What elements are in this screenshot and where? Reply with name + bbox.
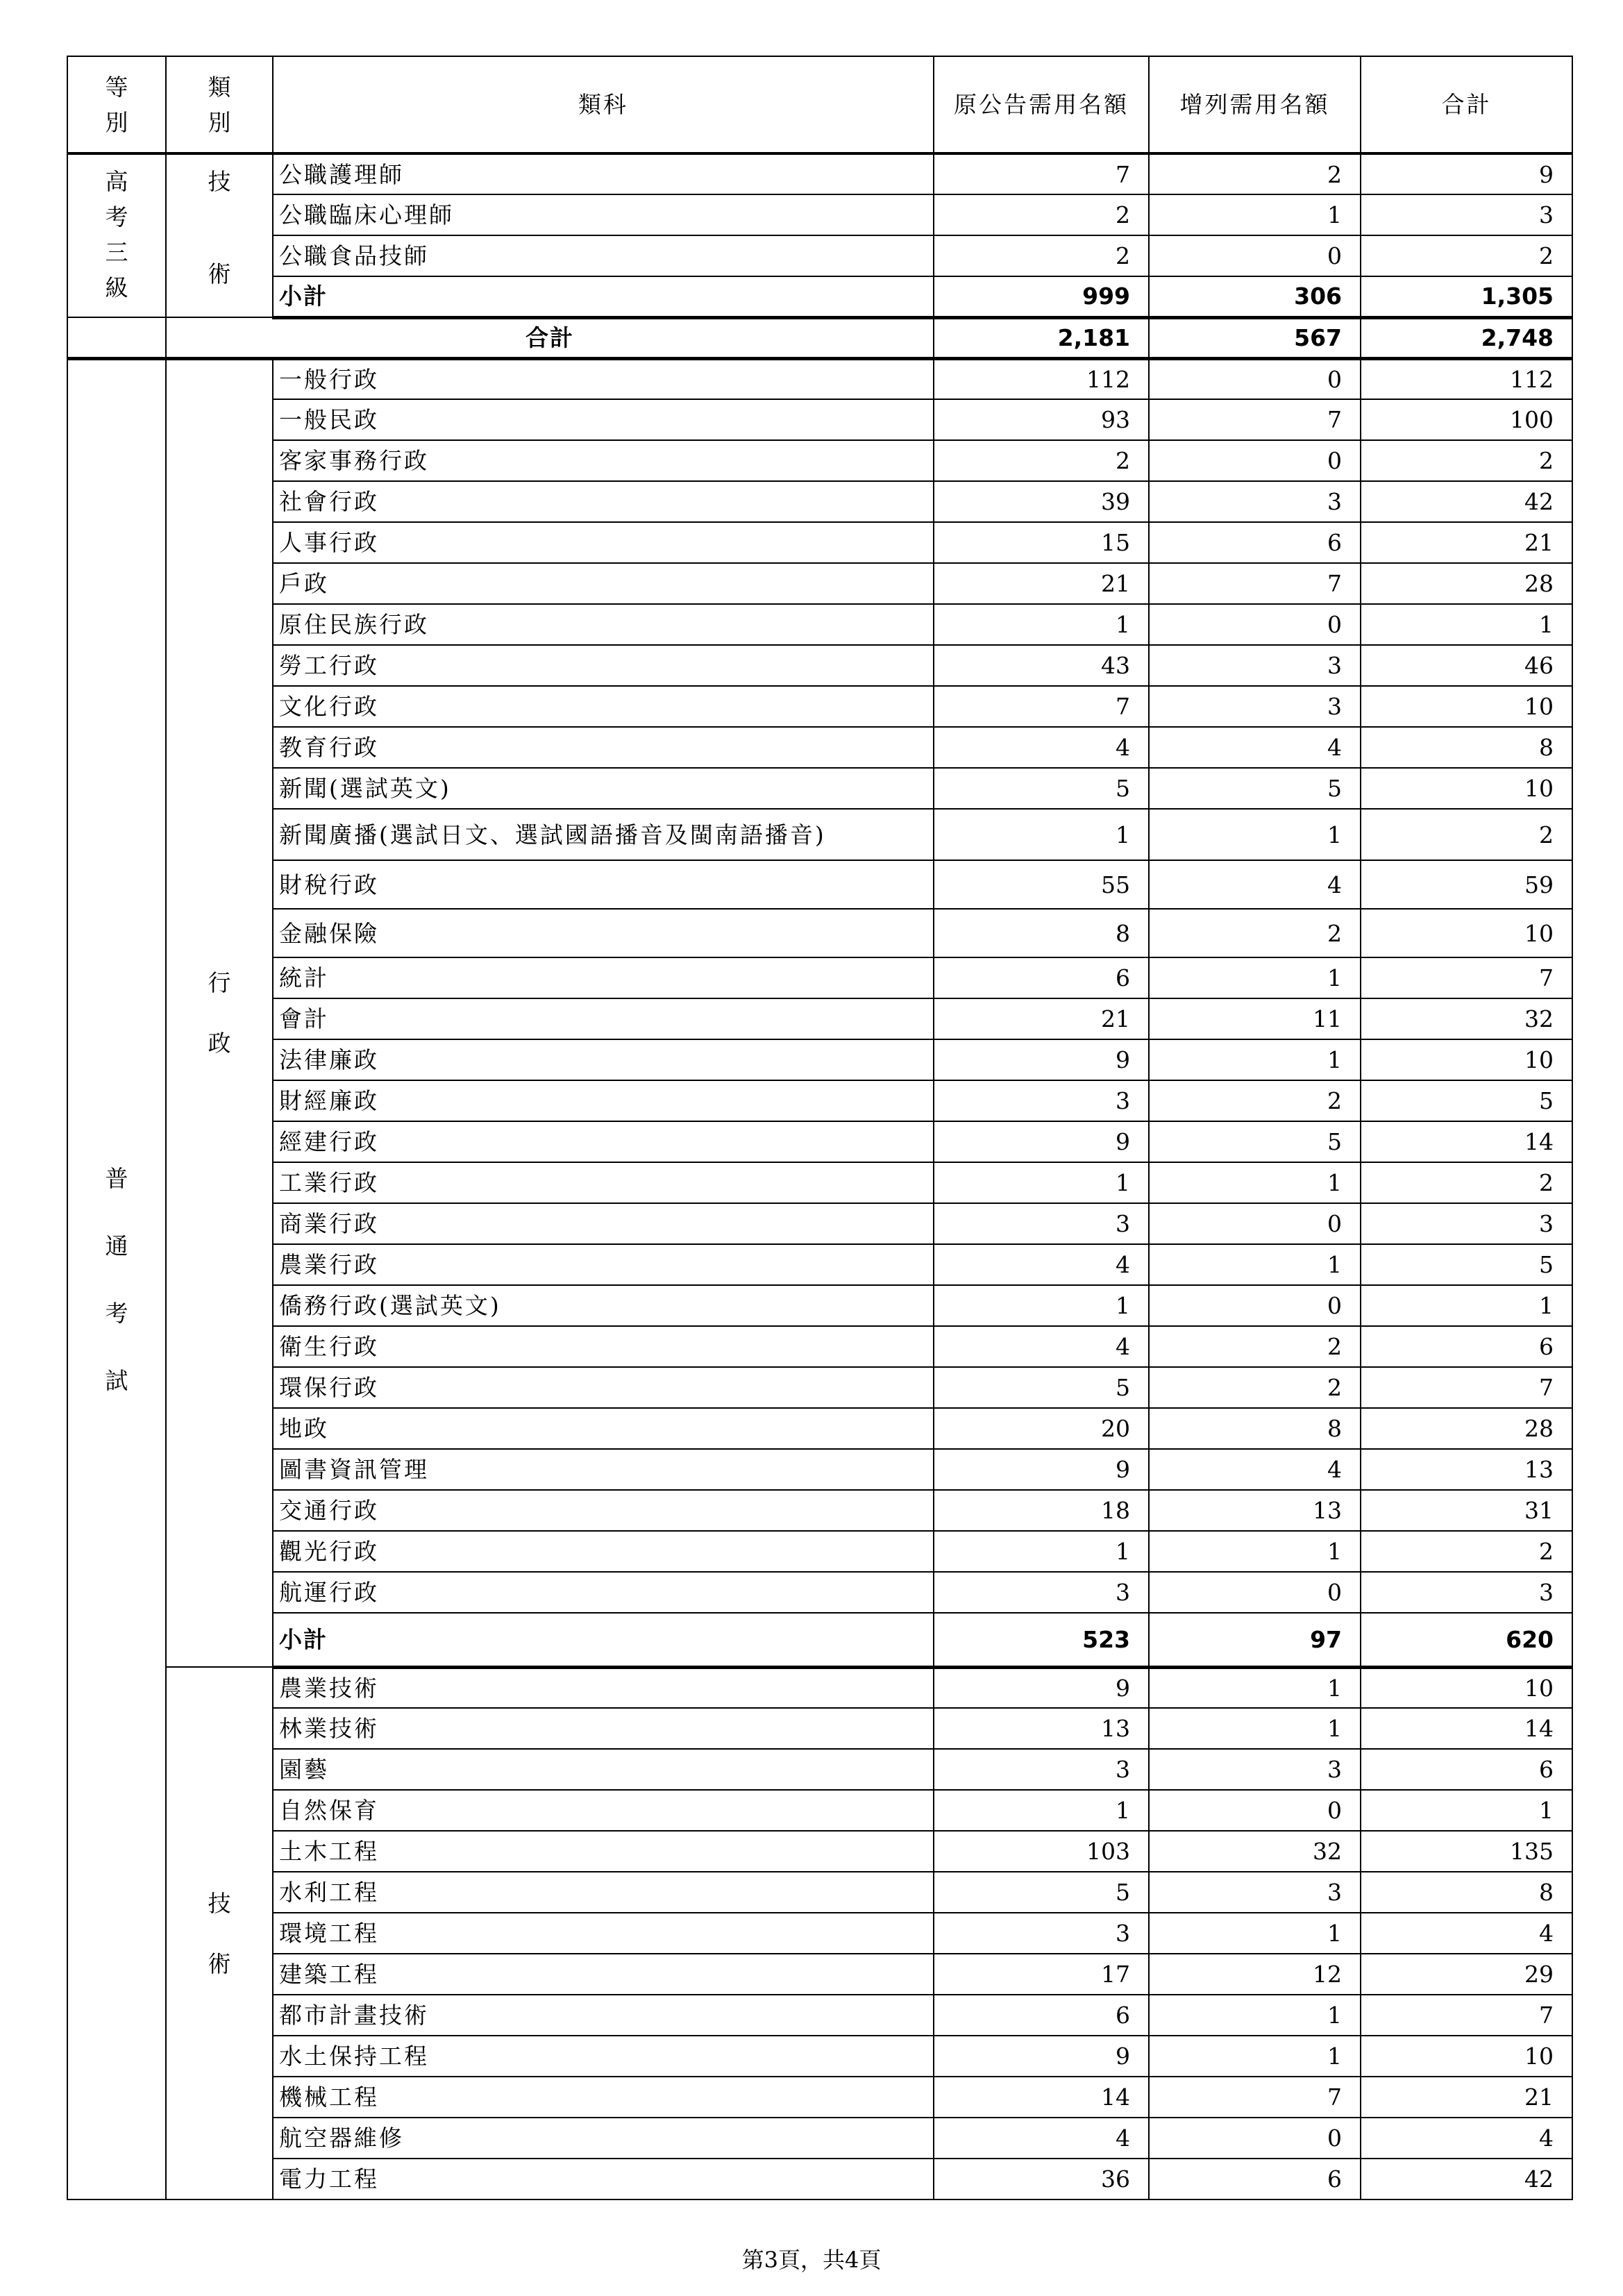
total-quota: 10 xyxy=(1361,686,1572,727)
added-quota: 13 xyxy=(1149,1490,1361,1531)
added-quota: 1 xyxy=(1149,1244,1361,1285)
subject-name: 經建行政 xyxy=(273,1121,934,1162)
total-quota: 3 xyxy=(1361,1572,1572,1613)
grade-cell xyxy=(67,153,166,317)
subject-name: 建築工程 xyxy=(273,1954,934,1995)
original-quota: 39 xyxy=(934,481,1149,522)
table-row xyxy=(67,1490,1572,1531)
table-row xyxy=(67,2118,1572,2159)
table-row xyxy=(67,860,1572,909)
table-row xyxy=(67,1080,1572,1121)
vertical-label-char: 等 xyxy=(105,73,128,101)
vertical-label-char: 行 xyxy=(208,969,231,997)
table-row xyxy=(67,563,1572,604)
original-quota: 3 xyxy=(934,1913,1149,1954)
original-quota: 9 xyxy=(934,1121,1149,1162)
added-quota: 0 xyxy=(1149,440,1361,481)
total-quota: 14 xyxy=(1361,1121,1572,1162)
added-quota: 0 xyxy=(1149,604,1361,645)
original-quota: 7 xyxy=(934,153,1149,194)
added-quota: 1 xyxy=(1149,809,1361,860)
table-row xyxy=(67,909,1572,957)
category-cell xyxy=(166,1667,273,2199)
original-quota: 112 xyxy=(934,358,1149,399)
table-row xyxy=(67,1995,1572,2036)
original-quota: 14 xyxy=(934,2077,1149,2118)
total-quota: 6 xyxy=(1361,1326,1572,1367)
added-quota: 0 xyxy=(1149,1203,1361,1244)
original-quota: 1 xyxy=(934,604,1149,645)
added-quota: 1 xyxy=(1149,1039,1361,1080)
subtotal-label: 小計 xyxy=(273,276,934,317)
original-quota: 9 xyxy=(934,1039,1149,1080)
vertical-label-char: 普 xyxy=(105,1164,128,1192)
total-quota: 10 xyxy=(1361,1039,1572,1080)
subject-name: 工業行政 xyxy=(273,1162,934,1203)
subject-name: 圖書資訊管理 xyxy=(273,1449,934,1490)
original-quota: 2 xyxy=(934,235,1149,276)
subtotal-row xyxy=(67,276,1572,317)
original-quota: 2 xyxy=(934,440,1149,481)
table-row xyxy=(67,194,1572,235)
total-quota: 4 xyxy=(1361,1913,1572,1954)
vertical-label-char: 考 xyxy=(105,1299,128,1327)
table-row xyxy=(67,1121,1572,1162)
original-quota: 9 xyxy=(934,1449,1149,1490)
original-quota: 55 xyxy=(934,860,1149,909)
added-quota: 32 xyxy=(1149,1831,1361,1872)
vertical-label-char: 級 xyxy=(105,274,128,301)
table-row xyxy=(67,604,1572,645)
vertical-label-char: 考 xyxy=(105,203,128,231)
added-quota: 6 xyxy=(1149,522,1361,563)
subject-name: 交通行政 xyxy=(273,1490,934,1531)
original-quota: 1 xyxy=(934,1285,1149,1326)
total-quota: 10 xyxy=(1361,1667,1572,1708)
original-quota: 43 xyxy=(934,645,1149,686)
table-row xyxy=(67,957,1572,998)
original-quota: 1 xyxy=(934,1790,1149,1831)
total-quota: 3 xyxy=(1361,1203,1572,1244)
header-original: 原公告需用名額 xyxy=(934,56,1149,153)
original-quota: 6 xyxy=(934,957,1149,998)
grand-total-total: 2,748 xyxy=(1361,317,1572,358)
grade-cell xyxy=(67,358,166,2199)
original-quota: 18 xyxy=(934,1490,1149,1531)
added-quota: 7 xyxy=(1149,2077,1361,2118)
added-quota: 2 xyxy=(1149,1367,1361,1408)
vertical-label xyxy=(208,170,231,285)
subject-name: 勞工行政 xyxy=(273,645,934,686)
subject-name: 客家事務行政 xyxy=(273,440,934,481)
table-row xyxy=(67,522,1572,563)
original-quota: 3 xyxy=(934,1749,1149,1790)
added-quota: 1 xyxy=(1149,1667,1361,1708)
table-row xyxy=(67,1790,1572,1831)
total-quota: 8 xyxy=(1361,727,1572,768)
original-quota: 3 xyxy=(934,1203,1149,1244)
table-row xyxy=(67,235,1572,276)
original-quota: 20 xyxy=(934,1408,1149,1449)
added-quota: 1 xyxy=(1149,1913,1361,1954)
table-row xyxy=(67,809,1572,860)
original-quota: 6 xyxy=(934,1995,1149,2036)
header-grade xyxy=(67,56,166,153)
quota-table-body xyxy=(67,56,1572,2199)
vertical-label-char: 別 xyxy=(208,108,231,136)
grand-total-blank xyxy=(67,317,166,358)
table-row xyxy=(67,1954,1572,1995)
header-category xyxy=(166,56,273,153)
original-quota: 999 xyxy=(934,276,1149,317)
total-quota: 10 xyxy=(1361,909,1572,957)
original-quota: 5 xyxy=(934,768,1149,809)
total-quota: 6 xyxy=(1361,1749,1572,1790)
table-row xyxy=(67,686,1572,727)
added-quota: 1 xyxy=(1149,957,1361,998)
vertical-label-char: 試 xyxy=(105,1366,128,1394)
original-quota: 3 xyxy=(934,1080,1149,1121)
added-quota: 2 xyxy=(1149,909,1361,957)
added-quota: 3 xyxy=(1149,645,1361,686)
added-quota: 0 xyxy=(1149,235,1361,276)
original-quota: 1 xyxy=(934,1531,1149,1572)
vertical-label-char: 技 xyxy=(208,1889,231,1917)
subject-name: 公職臨床心理師 xyxy=(273,194,934,235)
subject-name: 僑務行政(選試英文) xyxy=(273,1285,934,1326)
subject-name: 園藝 xyxy=(273,1749,934,1790)
added-quota: 2 xyxy=(1149,1080,1361,1121)
table-row xyxy=(67,1667,1572,1708)
total-quota: 620 xyxy=(1361,1613,1572,1667)
original-quota: 36 xyxy=(934,2159,1149,2199)
total-quota: 46 xyxy=(1361,645,1572,686)
original-quota: 21 xyxy=(934,563,1149,604)
subject-name: 教育行政 xyxy=(273,727,934,768)
subject-name: 戶政 xyxy=(273,563,934,604)
subject-name: 財經廉政 xyxy=(273,1080,934,1121)
total-quota: 2 xyxy=(1361,440,1572,481)
subject-name: 一般行政 xyxy=(273,358,934,399)
table-row xyxy=(67,1831,1572,1872)
original-quota: 4 xyxy=(934,2118,1149,2159)
original-quota: 523 xyxy=(934,1613,1149,1667)
table-row xyxy=(67,1449,1572,1490)
subject-name: 水土保持工程 xyxy=(273,2036,934,2077)
subject-name: 新聞廣播(選試日文、選試國語播音及閩南語播音) xyxy=(273,809,934,860)
added-quota: 0 xyxy=(1149,2118,1361,2159)
subject-name: 財稅行政 xyxy=(273,860,934,909)
grand-total-label: 合計 xyxy=(166,317,934,358)
table-row xyxy=(67,1162,1572,1203)
added-quota: 4 xyxy=(1149,727,1361,768)
added-quota: 1 xyxy=(1149,1531,1361,1572)
added-quota: 306 xyxy=(1149,276,1361,317)
table-row xyxy=(67,440,1572,481)
total-quota: 42 xyxy=(1361,2159,1572,2199)
total-quota: 7 xyxy=(1361,1367,1572,1408)
subject-name: 會計 xyxy=(273,998,934,1039)
table-row xyxy=(67,2159,1572,2199)
added-quota: 6 xyxy=(1149,2159,1361,2199)
category-cell xyxy=(166,358,273,1667)
table-row xyxy=(67,1244,1572,1285)
original-quota: 4 xyxy=(934,1326,1149,1367)
original-quota: 21 xyxy=(934,998,1149,1039)
table-row xyxy=(67,1367,1572,1408)
total-quota: 21 xyxy=(1361,2077,1572,2118)
table-row xyxy=(67,1531,1572,1572)
added-quota: 5 xyxy=(1149,1121,1361,1162)
total-quota: 10 xyxy=(1361,2036,1572,2077)
table-row xyxy=(67,2036,1572,2077)
subject-name: 林業技術 xyxy=(273,1708,934,1749)
subject-name: 環境工程 xyxy=(273,1913,934,1954)
total-quota: 112 xyxy=(1361,358,1572,399)
vertical-label xyxy=(208,971,231,1055)
subject-name: 衛生行政 xyxy=(273,1326,934,1367)
subject-name: 航空器維修 xyxy=(273,2118,934,2159)
added-quota: 0 xyxy=(1149,1790,1361,1831)
subject-name: 觀光行政 xyxy=(273,1531,934,1572)
added-quota: 12 xyxy=(1149,1954,1361,1995)
original-quota: 9 xyxy=(934,2036,1149,2077)
total-quota: 28 xyxy=(1361,1408,1572,1449)
subject-name: 人事行政 xyxy=(273,522,934,563)
original-quota: 9 xyxy=(934,1667,1149,1708)
added-quota: 0 xyxy=(1149,1285,1361,1326)
total-quota: 2 xyxy=(1361,1531,1572,1572)
added-quota: 7 xyxy=(1149,399,1361,440)
added-quota: 1 xyxy=(1149,2036,1361,2077)
table-row xyxy=(67,1572,1572,1613)
vertical-label-char: 高 xyxy=(105,168,128,195)
table-row xyxy=(67,727,1572,768)
added-quota: 0 xyxy=(1149,358,1361,399)
subtotal-label: 小計 xyxy=(273,1613,934,1667)
total-quota: 13 xyxy=(1361,1449,1572,1490)
original-quota: 5 xyxy=(934,1367,1149,1408)
table-row xyxy=(67,1913,1572,1954)
subject-name: 金融保險 xyxy=(273,909,934,957)
total-quota: 31 xyxy=(1361,1490,1572,1531)
total-quota: 3 xyxy=(1361,194,1572,235)
table-row xyxy=(67,998,1572,1039)
vertical-label-char: 術 xyxy=(208,260,231,287)
added-quota: 2 xyxy=(1149,1326,1361,1367)
vertical-label-char: 技 xyxy=(208,168,231,195)
subject-name: 都市計畫技術 xyxy=(273,1995,934,2036)
original-quota: 5 xyxy=(934,1872,1149,1913)
vertical-label xyxy=(105,73,128,136)
total-quota: 1 xyxy=(1361,1790,1572,1831)
added-quota: 3 xyxy=(1149,686,1361,727)
vertical-label xyxy=(208,1889,231,1977)
table-row xyxy=(67,153,1572,194)
subject-name: 新聞(選試英文) xyxy=(273,768,934,809)
total-quota: 59 xyxy=(1361,860,1572,909)
vertical-label xyxy=(208,73,231,136)
added-quota: 2 xyxy=(1149,153,1361,194)
subject-name: 環保行政 xyxy=(273,1367,934,1408)
header-row xyxy=(67,56,1572,153)
table-row xyxy=(67,1285,1572,1326)
added-quota: 1 xyxy=(1149,194,1361,235)
added-quota: 4 xyxy=(1149,860,1361,909)
total-quota: 1,305 xyxy=(1361,276,1572,317)
original-quota: 13 xyxy=(934,1708,1149,1749)
vertical-label xyxy=(106,170,128,299)
total-quota: 7 xyxy=(1361,957,1572,998)
added-quota: 3 xyxy=(1149,1872,1361,1913)
subject-name: 法律廉政 xyxy=(273,1039,934,1080)
table-row xyxy=(67,1872,1572,1913)
table-row xyxy=(67,2077,1572,2118)
subject-name: 地政 xyxy=(273,1408,934,1449)
total-quota: 42 xyxy=(1361,481,1572,522)
grand-total-original: 2,181 xyxy=(934,317,1149,358)
total-quota: 21 xyxy=(1361,522,1572,563)
vertical-label-char: 類 xyxy=(208,73,231,101)
original-quota: 1 xyxy=(934,809,1149,860)
table-row xyxy=(67,645,1572,686)
table-row xyxy=(67,1203,1572,1244)
page-footer: 第3頁，共4頁 xyxy=(741,2247,882,2273)
total-quota: 5 xyxy=(1361,1244,1572,1285)
added-quota: 1 xyxy=(1149,1708,1361,1749)
total-quota: 2 xyxy=(1361,1162,1572,1203)
grand-total-added: 567 xyxy=(1149,317,1361,358)
table-row xyxy=(67,768,1572,809)
total-quota: 32 xyxy=(1361,998,1572,1039)
total-quota: 29 xyxy=(1361,1954,1572,1995)
original-quota: 3 xyxy=(934,1572,1149,1613)
vertical-label-char: 政 xyxy=(208,1030,231,1057)
added-quota: 8 xyxy=(1149,1408,1361,1449)
added-quota: 97 xyxy=(1149,1613,1361,1667)
subtotal-row xyxy=(67,1613,1572,1667)
subject-name: 商業行政 xyxy=(273,1203,934,1244)
original-quota: 17 xyxy=(934,1954,1149,1995)
header-added: 增列需用名額 xyxy=(1149,56,1361,153)
subject-name: 航運行政 xyxy=(273,1572,934,1613)
category-cell xyxy=(166,153,273,317)
table-row xyxy=(67,1039,1572,1080)
subject-name: 自然保育 xyxy=(273,1790,934,1831)
subject-name: 農業技術 xyxy=(273,1667,934,1708)
original-quota: 8 xyxy=(934,909,1149,957)
subject-name: 原住民族行政 xyxy=(273,604,934,645)
subject-name: 土木工程 xyxy=(273,1831,934,1872)
added-quota: 1 xyxy=(1149,1162,1361,1203)
vertical-label xyxy=(105,1164,128,1394)
total-quota: 8 xyxy=(1361,1872,1572,1913)
table-row xyxy=(67,358,1572,399)
added-quota: 11 xyxy=(1149,998,1361,1039)
total-quota: 7 xyxy=(1361,1995,1572,2036)
vertical-label-char: 術 xyxy=(208,1950,231,1977)
total-quota: 14 xyxy=(1361,1708,1572,1749)
total-quota: 2 xyxy=(1361,235,1572,276)
subject-name: 一般民政 xyxy=(273,399,934,440)
added-quota: 4 xyxy=(1149,1449,1361,1490)
added-quota: 7 xyxy=(1149,563,1361,604)
total-quota: 1 xyxy=(1361,604,1572,645)
quota-table xyxy=(67,56,1573,2200)
subject-name: 統計 xyxy=(273,957,934,998)
original-quota: 2 xyxy=(934,194,1149,235)
subject-name: 電力工程 xyxy=(273,2159,934,2199)
original-quota: 7 xyxy=(934,686,1149,727)
original-quota: 4 xyxy=(934,727,1149,768)
original-quota: 1 xyxy=(934,1162,1149,1203)
vertical-label-char: 通 xyxy=(105,1232,128,1259)
subject-name: 社會行政 xyxy=(273,481,934,522)
total-quota: 4 xyxy=(1361,2118,1572,2159)
total-quota: 100 xyxy=(1361,399,1572,440)
subject-name: 農業行政 xyxy=(273,1244,934,1285)
subject-name: 水利工程 xyxy=(273,1872,934,1913)
added-quota: 0 xyxy=(1149,1572,1361,1613)
total-quota: 28 xyxy=(1361,563,1572,604)
added-quota: 5 xyxy=(1149,768,1361,809)
subject-name: 公職食品技師 xyxy=(273,235,934,276)
total-quota: 1 xyxy=(1361,1285,1572,1326)
subject-name: 公職護理師 xyxy=(273,153,934,194)
header-subject: 類科 xyxy=(273,56,934,153)
added-quota: 1 xyxy=(1149,1995,1361,2036)
added-quota: 3 xyxy=(1149,1749,1361,1790)
original-quota: 15 xyxy=(934,522,1149,563)
added-quota: 3 xyxy=(1149,481,1361,522)
table-row xyxy=(67,399,1572,440)
grand-total-row xyxy=(67,317,1572,358)
original-quota: 4 xyxy=(934,1244,1149,1285)
table-row xyxy=(67,1408,1572,1449)
table-row xyxy=(67,1326,1572,1367)
table-row xyxy=(67,481,1572,522)
original-quota: 103 xyxy=(934,1831,1149,1872)
table-row xyxy=(67,1708,1572,1749)
total-quota: 2 xyxy=(1361,809,1572,860)
vertical-label-char: 三 xyxy=(105,239,128,266)
table-row xyxy=(67,1749,1572,1790)
subject-name: 機械工程 xyxy=(273,2077,934,2118)
vertical-label-char: 別 xyxy=(105,108,128,136)
subject-name: 文化行政 xyxy=(273,686,934,727)
total-quota: 9 xyxy=(1361,153,1572,194)
total-quota: 135 xyxy=(1361,1831,1572,1872)
total-quota: 10 xyxy=(1361,768,1572,809)
total-quota: 5 xyxy=(1361,1080,1572,1121)
original-quota: 93 xyxy=(934,399,1149,440)
header-total: 合計 xyxy=(1361,56,1572,153)
